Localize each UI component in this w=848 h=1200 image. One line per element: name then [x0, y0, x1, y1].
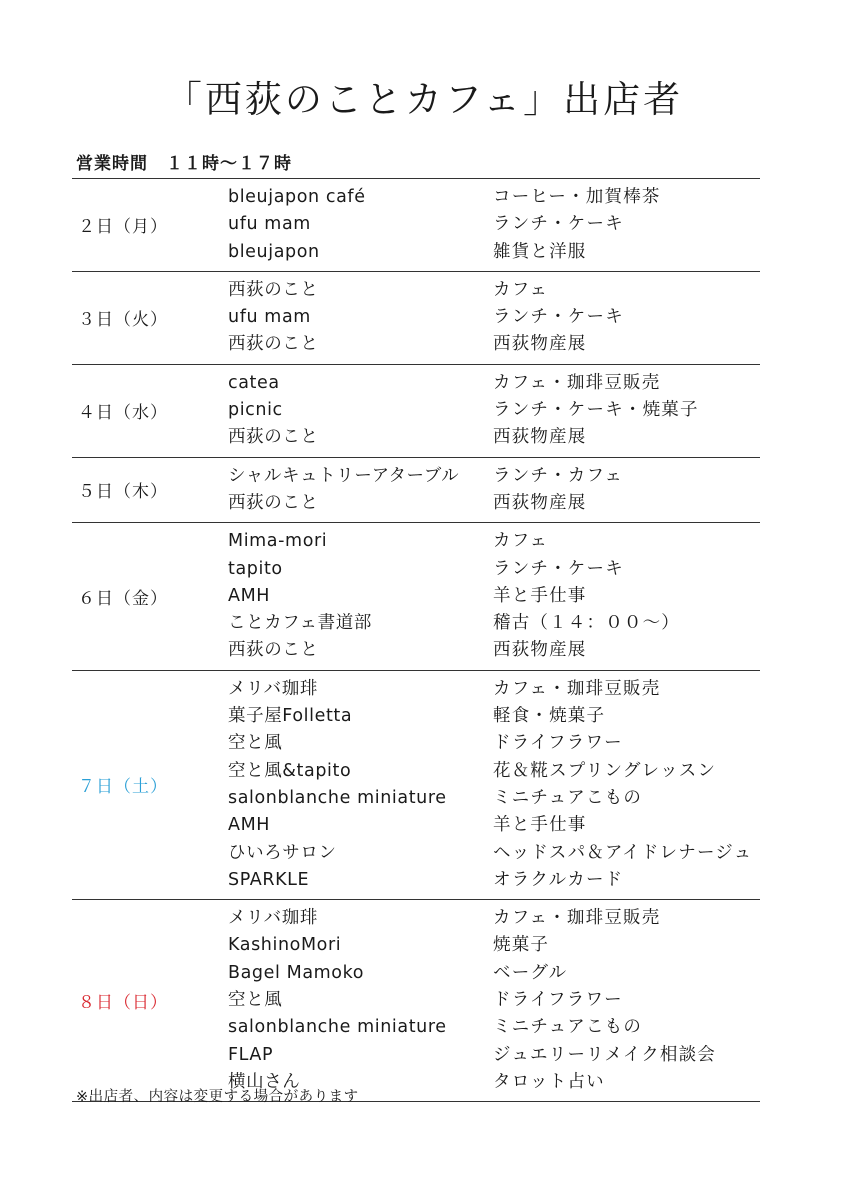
- table-row: [72, 960, 760, 987]
- vendor-name: Bagel Mamoko: [228, 962, 365, 983]
- vendor-description: ランチ・ケーキ: [493, 558, 624, 579]
- vendor-name: 空と風: [228, 733, 283, 754]
- schedule-table: [72, 178, 760, 1102]
- vendor-name: ことカフェ書道部: [228, 613, 372, 634]
- vendor-name: catea: [228, 372, 280, 393]
- table-row: [72, 1042, 760, 1069]
- vendor-description: 西荻物産展: [493, 427, 587, 448]
- vendor-name: ひいろサロン: [228, 842, 337, 863]
- vendor-name: 西荻のこと: [228, 427, 319, 448]
- day-block: [72, 458, 760, 524]
- table-row: [72, 556, 760, 583]
- vendor-name: ufu mam: [228, 214, 311, 235]
- table-row: [72, 211, 760, 238]
- day-label: ２日（月）: [78, 217, 168, 238]
- day-label: ５日（木）: [78, 482, 168, 503]
- day-block: [72, 365, 760, 458]
- vendor-name: picnic: [228, 400, 283, 421]
- day-label: ７日（土）: [78, 777, 168, 798]
- vendor-name: bleujapon: [228, 241, 320, 262]
- vendor-description: ヘッドスパ＆アイドレナージュ: [493, 842, 753, 863]
- vendor-description: ランチ・カフェ: [493, 465, 624, 486]
- vendor-name: AMH: [228, 585, 271, 606]
- table-row: [72, 184, 760, 211]
- table-row: [72, 490, 760, 517]
- table-row: [72, 1014, 760, 1041]
- vendor-description: カフェ・珈琲豆販売: [493, 908, 661, 929]
- vendor-description: 西荻物産展: [493, 492, 587, 513]
- vendor-name: bleujapon café: [228, 187, 366, 207]
- table-row: [72, 397, 760, 424]
- vendor-description: ドライフラワー: [493, 733, 623, 754]
- day-label: ８日（日）: [78, 993, 168, 1014]
- table-row: [72, 277, 760, 304]
- vendor-description: 雑貨と洋服: [493, 241, 587, 262]
- vendor-description: カフェ・珈琲豆販売: [493, 372, 661, 393]
- vendor-description: ミニチュアこもの: [493, 1017, 643, 1038]
- vendor-description: ランチ・ケーキ: [493, 214, 624, 235]
- vendor-description: カフェ・珈琲豆販売: [493, 678, 661, 699]
- table-row: [72, 528, 760, 555]
- table-row: [72, 610, 760, 637]
- vendor-name: 西荻のこと: [228, 492, 319, 513]
- table-row: [72, 867, 760, 894]
- vendor-description: ベーグル: [493, 962, 568, 983]
- day-label: ４日（水）: [78, 403, 168, 424]
- table-row: [72, 812, 760, 839]
- vendor-name: 空と風: [228, 990, 283, 1011]
- table-row: [72, 785, 760, 812]
- vendor-description: ドライフラワー: [493, 990, 623, 1011]
- table-row: [72, 758, 760, 785]
- vendor-description: 花＆糀スプリングレッスン: [493, 760, 717, 781]
- vendor-name: 横山さん: [228, 1071, 301, 1092]
- table-row: [72, 583, 760, 610]
- vendor-name: 西荻のこと: [228, 640, 319, 661]
- table-row: [72, 987, 760, 1014]
- vendor-name: メリバ珈琲: [228, 908, 318, 929]
- vendor-name: salonblanche miniature: [228, 787, 447, 808]
- day-block: [72, 523, 760, 670]
- day-block: [72, 272, 760, 365]
- vendor-description: 西荻物産展: [493, 640, 587, 661]
- vendor-description: コーヒー・加賀棒茶: [493, 187, 661, 207]
- vendor-name: 空と風&tapito: [228, 760, 352, 781]
- day-block: [72, 671, 760, 900]
- business-hours: 営業時間 １１時～１７時: [76, 154, 292, 174]
- day-label: ６日（金）: [78, 589, 168, 609]
- page-title: 「西荻のことカフェ」出店者: [164, 78, 684, 121]
- table-row: [72, 463, 760, 490]
- table-row: [72, 905, 760, 932]
- vendor-name: ufu mam: [228, 307, 311, 328]
- table-row: [72, 703, 760, 730]
- table-row: [72, 932, 760, 959]
- vendor-description: 稽古（１４：００～）: [493, 613, 680, 634]
- table-row: [72, 304, 760, 331]
- vendor-name: SPARKLE: [228, 869, 310, 890]
- vendor-name: 西荻のこと: [228, 279, 319, 300]
- vendor-name: メリバ珈琲: [228, 678, 318, 699]
- vendor-description: 軽食・焼菓子: [493, 706, 606, 727]
- vendor-name: 菓子屋Folletta: [228, 706, 353, 727]
- table-row: [72, 730, 760, 757]
- footnote: ※出店者、内容は変更する場合があります: [76, 1089, 359, 1105]
- vendor-description: カフェ: [493, 279, 549, 300]
- vendor-name: Mima-mori: [228, 531, 328, 552]
- vendor-name: tapito: [228, 558, 283, 579]
- table-row: [72, 424, 760, 451]
- table-row: [72, 637, 760, 664]
- day-block: [72, 900, 760, 1102]
- vendor-description: ランチ・ケーキ: [493, 307, 624, 328]
- vendor-description: ランチ・ケーキ・焼菓子: [493, 400, 699, 421]
- vendor-description: タロット占い: [493, 1071, 605, 1092]
- vendor-name: KashinoMori: [228, 935, 342, 956]
- vendor-description: カフェ: [493, 531, 549, 552]
- vendor-name: salonblanche miniature: [228, 1017, 447, 1038]
- vendor-description: 西荻物産展: [493, 334, 587, 355]
- vendor-description: 焼菓子: [493, 935, 550, 956]
- day-block: [72, 179, 760, 272]
- vendor-description: ジュエリーリメイク相談会: [493, 1044, 716, 1065]
- table-row: [72, 239, 760, 266]
- vendor-description: ミニチュアこもの: [493, 787, 643, 808]
- table-row: [72, 370, 760, 397]
- vendor-name: AMH: [228, 815, 271, 836]
- vendor-description: 羊と手仕事: [493, 815, 587, 836]
- vendor-description: 羊と手仕事: [493, 585, 587, 606]
- vendor-name: シャルキュトリーアターブル: [228, 465, 460, 486]
- table-row: [72, 331, 760, 358]
- table-row: [72, 840, 760, 867]
- vendor-name: 西荻のこと: [228, 334, 319, 355]
- table-row: [72, 676, 760, 703]
- day-label: ３日（火）: [78, 310, 168, 331]
- vendor-description: オラクルカード: [493, 869, 624, 890]
- vendor-name: FLAP: [228, 1044, 274, 1065]
